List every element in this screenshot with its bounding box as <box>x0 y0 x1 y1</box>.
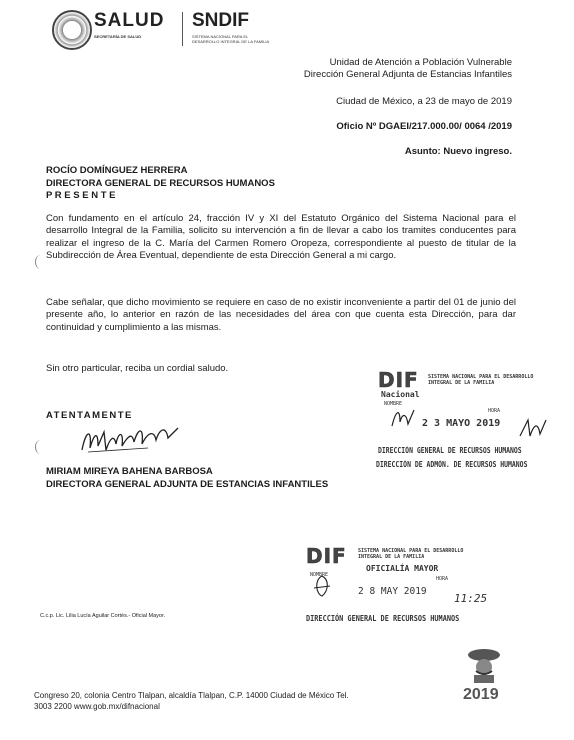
stamp1-hora-label: HORA <box>488 408 501 414</box>
atentamente: ATENTAMENTE <box>46 410 133 421</box>
sender-unit: Unidad de Atención a Población Vulnerable <box>329 57 512 68</box>
salud-title: SALUD <box>94 10 165 31</box>
stamp1-line1: DIRECCIÓN GENERAL DE RECURSOS HUMANOS <box>378 446 522 455</box>
dif-logo-icon: DIF <box>378 368 419 392</box>
signer-title: DIRECTORA GENERAL ADJUNTA DE ESTANCIAS INFANTILES <box>46 479 329 490</box>
signer-name: MIRIAM MIREYA BAHENA BARBOSA <box>46 466 213 477</box>
handwritten-signature <box>78 420 188 458</box>
stamp1-line2: DIRECCIÓN DE ADMÓN. DE RECURSOS HUMANOS <box>376 460 528 469</box>
stamp2-org: SISTEMA NACIONAL PARA EL DESARROLLO INTEGRAL DE LA FAMILIA <box>358 548 464 560</box>
reception-stamp-oficialia <box>306 544 486 639</box>
sndif-title: SNDIF <box>192 10 249 31</box>
recipient-title: DIRECTORA GENERAL DE RECURSOS HUMANOS <box>46 178 275 189</box>
office-number: Oficio Nº DGAEI/217.000.00/ 0064 /2019 <box>336 121 512 132</box>
closing-line: Sin otro particular, reciba un cordial saludo. <box>46 363 229 374</box>
zapata-emblem-icon <box>466 645 502 685</box>
salud-subtitle: SECRETARÍA DE SALUD <box>94 34 142 39</box>
body-paragraph-1: Con fundamento en el artículo 24, fracción IV y XI del Estatuto Orgánico del Sistema Nacional para el desarrollo Integral de la Familia, solicito su intervención a fin de llevar a cabo los tramites conducentes para realizar el ingreso de la C. María del Carmen Romero Oropeza, correspondiente al puesto de titular de la Subdirección de Área Eventual, dependiente de esta Dirección General a mi cargo. <box>46 213 516 261</box>
binding-mark <box>35 255 46 269</box>
stamp2-department: DIRECCIÓN GENERAL DE RECURSOS HUMANOS <box>306 614 460 623</box>
footer-address: Congreso 20, colonia Centro Tlalpan, alcaldía Tlalpan, C.P. 14000 Ciudad de México Tel. 3003 2200 www.gob.mx/difnacional <box>34 691 349 711</box>
stamp1-hour-scribble <box>518 416 548 442</box>
binding-mark-2 <box>35 440 46 454</box>
sender-directorate: Dirección General Adjunta de Estancias Infantiles <box>303 69 512 80</box>
stamp1-initials <box>388 404 418 434</box>
stamp2-office: OFICIALÍA MAYOR <box>366 564 439 573</box>
stamp2-nombre-label: NOMBRE <box>310 572 329 578</box>
stamp1-nacional: Nacional <box>381 390 420 399</box>
ccp-line: C.c.p. Lic. Lilia Lucía Aguilar Cortés.- Oficial Mayor. <box>40 613 166 619</box>
sndif-subtitle: SISTEMA NACIONAL PARA EL DESARROLLO INTEGRAL DE LA FAMILIA <box>192 34 270 44</box>
reception-stamp-hr <box>378 368 553 483</box>
stamp1-date: 2 3 MAYO 2019 <box>422 418 501 429</box>
stamp2-time: 11:25 <box>454 592 488 605</box>
stamp2-hora-label: HORA <box>436 576 449 582</box>
header-divider <box>182 12 183 46</box>
dif-logo-icon-2: DIF <box>306 544 347 568</box>
recipient-name: ROCÍO DOMÍNGUEZ HERRERA <box>46 165 188 176</box>
stamp1-nombre-label: NOMBRE <box>384 401 403 407</box>
stamp1-org: SISTEMA NACIONAL PARA EL DESARROLLO INTEGRAL DE LA FAMILIA <box>428 374 534 386</box>
footer-year: 2019 <box>463 686 499 703</box>
letter-date: Ciudad de México, a 23 de mayo de 2019 <box>336 96 512 107</box>
presente: P R E S E N T E <box>46 190 116 201</box>
body-paragraph-2: Cabe señalar, que dicho movimiento se requiere en caso de no existir inconveniente a partir del 01 de junio del presente año, lo anterior en razón de las necesidades del área con que cuenta esta Dirección, para dar continuidad y cumplimiento a las mismas. <box>46 297 516 333</box>
subject: Asunto: Nuevo ingreso. <box>404 146 512 157</box>
stamp2-initials <box>312 574 332 598</box>
mexico-seal-icon <box>52 10 92 50</box>
stamp2-date: 2 8 MAY 2019 <box>358 586 427 597</box>
